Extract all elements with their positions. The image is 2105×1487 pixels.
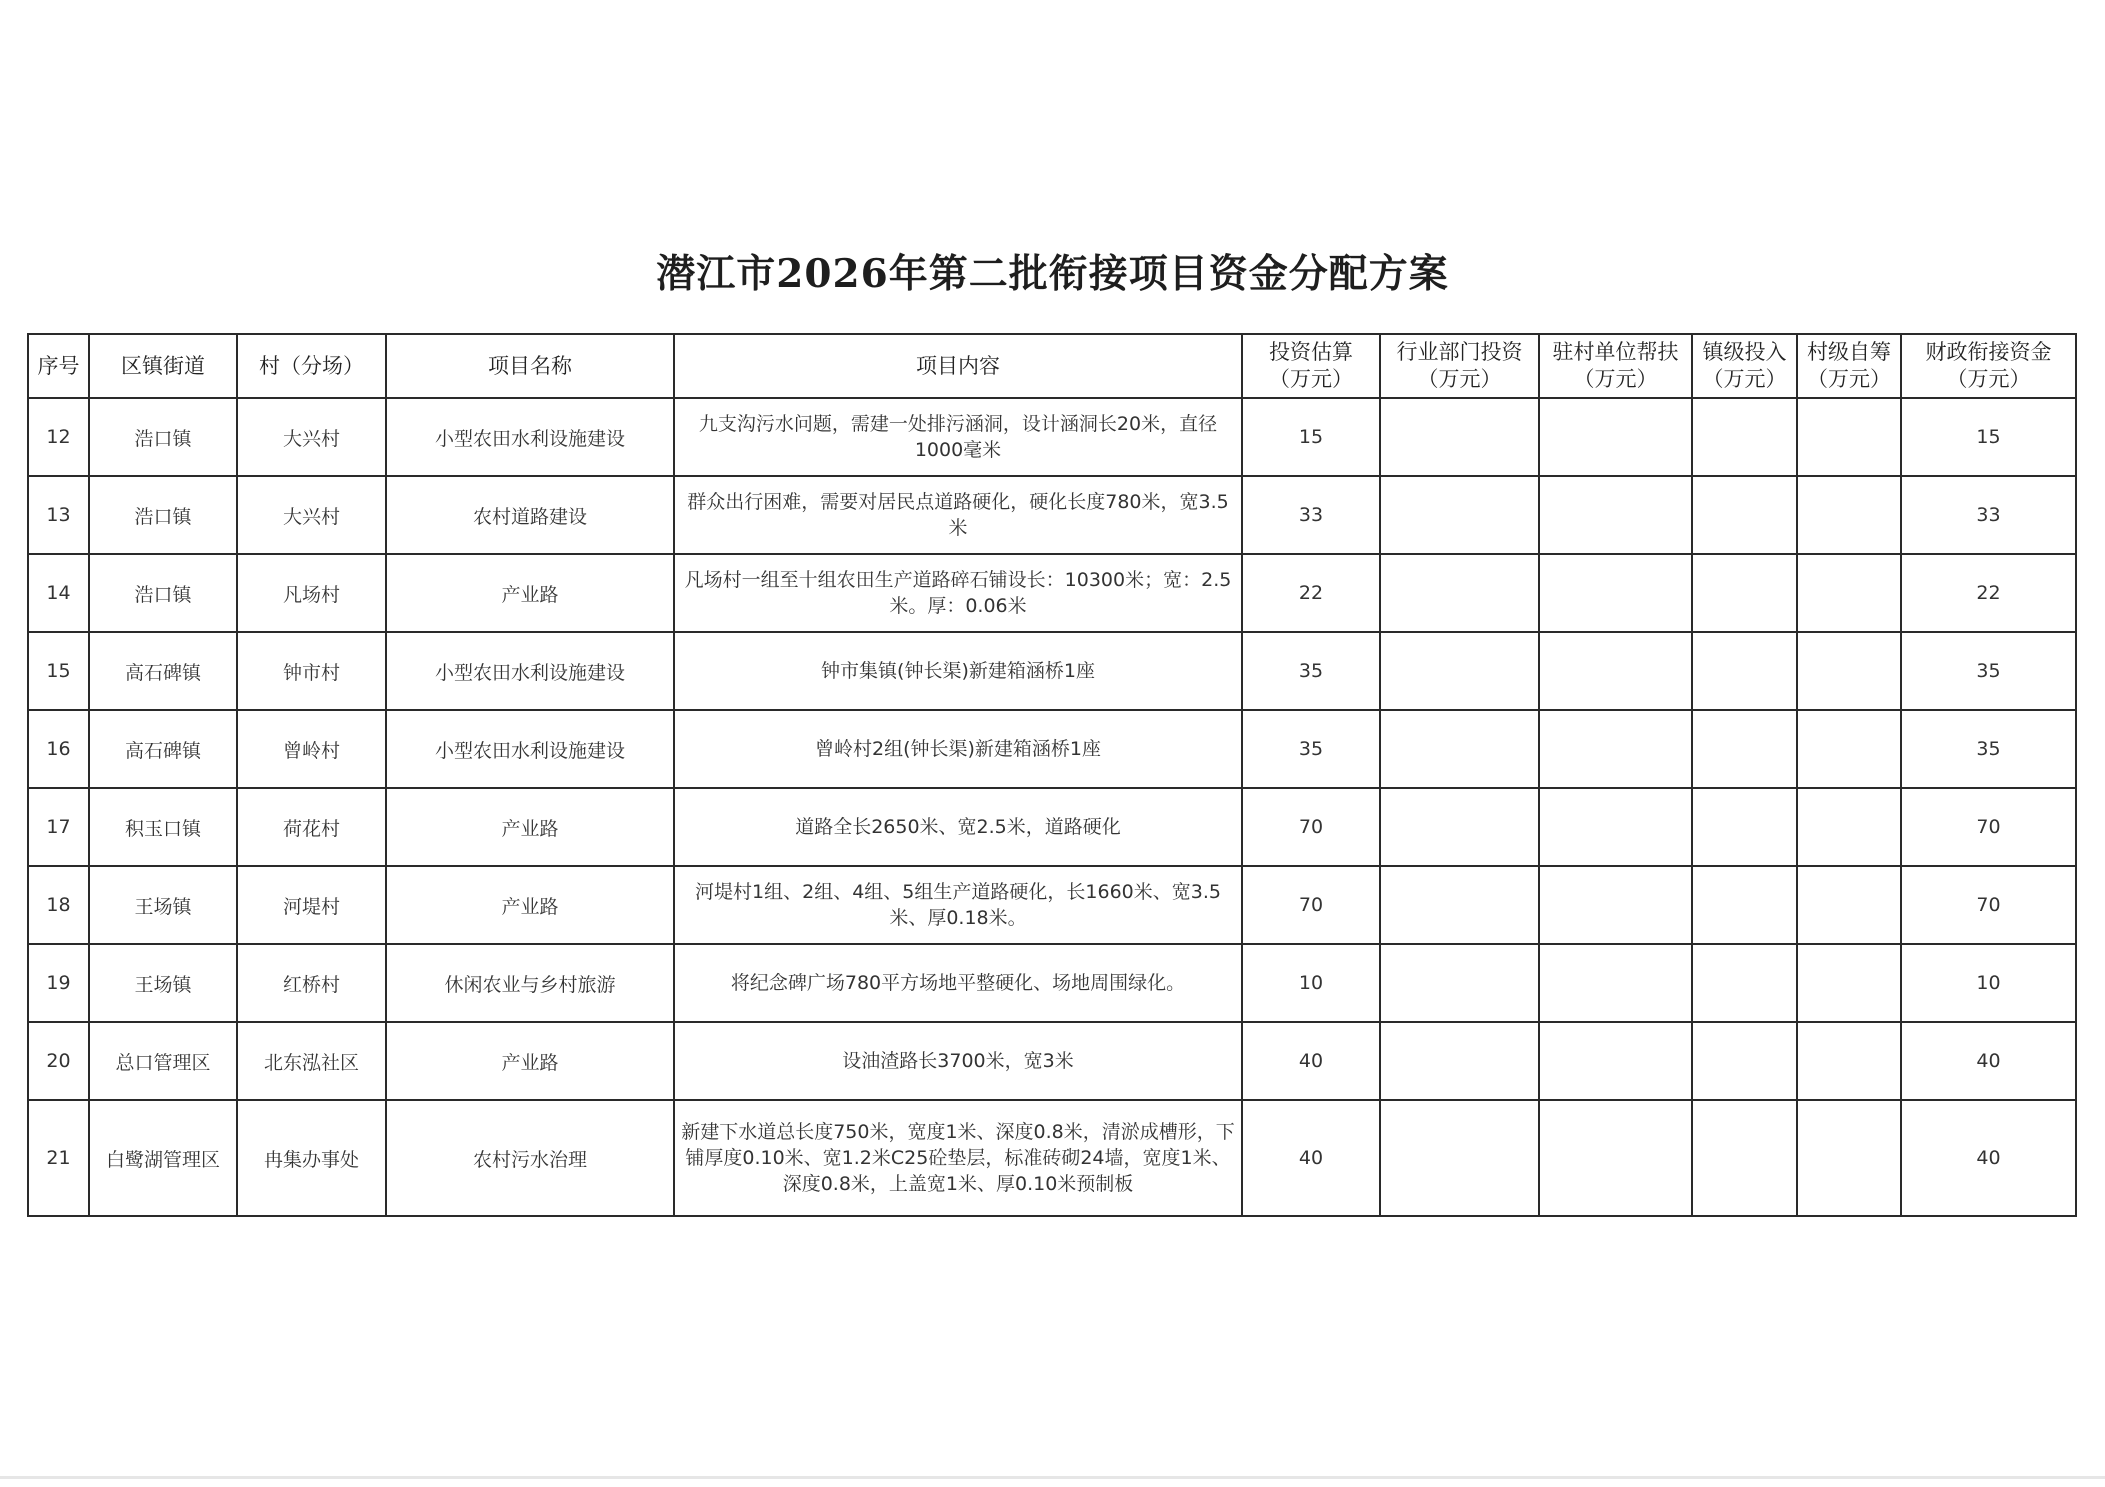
cell-resident-unit xyxy=(1539,944,1692,1022)
page-bottom-divider xyxy=(0,1476,2105,1479)
header-village-self-unit: （万元） xyxy=(1807,367,1891,391)
cell-town-level xyxy=(1692,710,1797,788)
cell-village-self xyxy=(1797,710,1901,788)
cell-fiscal: 40 xyxy=(1901,1022,2076,1100)
cell-project-name: 产业路 xyxy=(386,554,674,632)
cell-village: 红桥村 xyxy=(237,944,386,1022)
table-row xyxy=(28,944,2076,1022)
header-town-level-label: 镇级投入 xyxy=(1702,340,1787,364)
cell-investment: 70 xyxy=(1242,866,1380,944)
header-village-self xyxy=(1797,334,1901,398)
cell-industry xyxy=(1380,476,1539,554)
cell-industry xyxy=(1380,554,1539,632)
cell-town-level xyxy=(1692,476,1797,554)
cell-investment: 70 xyxy=(1242,788,1380,866)
cell-investment: 15 xyxy=(1242,398,1380,476)
cell-fiscal: 22 xyxy=(1901,554,2076,632)
cell-investment: 35 xyxy=(1242,710,1380,788)
cell-index: 14 xyxy=(28,554,89,632)
cell-investment: 40 xyxy=(1242,1100,1380,1216)
header-village: 村（分场） xyxy=(237,334,386,398)
cell-town-level xyxy=(1692,398,1797,476)
header-town-level-unit: （万元） xyxy=(1702,367,1787,391)
cell-town: 浩口镇 xyxy=(89,476,237,554)
cell-village: 冉集办事处 xyxy=(237,1100,386,1216)
cell-fiscal: 40 xyxy=(1901,1100,2076,1216)
cell-index: 16 xyxy=(28,710,89,788)
header-resident-unit-unit: （万元） xyxy=(1573,367,1658,391)
header-fiscal-label: 财政衔接资金 xyxy=(1925,340,2052,364)
cell-index: 20 xyxy=(28,1022,89,1100)
cell-village: 大兴村 xyxy=(237,398,386,476)
header-investment-label: 投资估算 xyxy=(1269,340,1353,364)
cell-village-self xyxy=(1797,632,1901,710)
cell-village-self xyxy=(1797,1022,1901,1100)
header-industry-label: 行业部门投资 xyxy=(1396,340,1523,364)
header-village-self-label: 村级自筹 xyxy=(1807,340,1891,364)
cell-investment: 35 xyxy=(1242,632,1380,710)
cell-village-self xyxy=(1797,554,1901,632)
table-row xyxy=(28,398,2076,476)
cell-resident-unit xyxy=(1539,710,1692,788)
cell-fiscal: 35 xyxy=(1901,710,2076,788)
cell-content: 群众出行困难，需要对居民点道路硬化，硬化长度780米，宽3.5米 xyxy=(674,476,1242,554)
cell-resident-unit xyxy=(1539,476,1692,554)
cell-village: 大兴村 xyxy=(237,476,386,554)
table-row xyxy=(28,1100,2076,1216)
cell-industry xyxy=(1380,1022,1539,1100)
cell-industry xyxy=(1380,398,1539,476)
cell-town-level xyxy=(1692,554,1797,632)
cell-town-level xyxy=(1692,1100,1797,1216)
cell-resident-unit xyxy=(1539,1022,1692,1100)
cell-content: 新建下水道总长度750米，宽度1米、深度0.8米，清淤成槽形，下铺厚度0.10米、宽1.2米C25砼垫层，标准砖砌24墙，宽度1米、深度0.8米，上盖宽1米、厚0.10米预制板 xyxy=(674,1100,1242,1216)
cell-content: 设油渣路长3700米，宽3米 xyxy=(674,1022,1242,1100)
cell-town: 王场镇 xyxy=(89,944,237,1022)
cell-investment: 33 xyxy=(1242,476,1380,554)
cell-index: 21 xyxy=(28,1100,89,1216)
cell-village-self xyxy=(1797,1100,1901,1216)
cell-village-self xyxy=(1797,476,1901,554)
cell-investment: 40 xyxy=(1242,1022,1380,1100)
cell-index: 17 xyxy=(28,788,89,866)
header-investment-unit: （万元） xyxy=(1269,367,1353,391)
cell-town-level xyxy=(1692,1022,1797,1100)
cell-index: 18 xyxy=(28,866,89,944)
allocation-table xyxy=(27,333,2077,1217)
cell-content: 河堤村1组、2组、4组、5组生产道路硬化，长1660米、宽3.5米、厚0.18米。 xyxy=(674,866,1242,944)
cell-index: 13 xyxy=(28,476,89,554)
cell-investment: 22 xyxy=(1242,554,1380,632)
cell-town: 积玉口镇 xyxy=(89,788,237,866)
cell-project-name: 小型农田水利设施建设 xyxy=(386,710,674,788)
header-town: 区镇街道 xyxy=(89,334,237,398)
cell-town: 高石碑镇 xyxy=(89,710,237,788)
table-row xyxy=(28,710,2076,788)
cell-index: 19 xyxy=(28,944,89,1022)
cell-fiscal: 70 xyxy=(1901,788,2076,866)
cell-investment: 10 xyxy=(1242,944,1380,1022)
cell-town-level xyxy=(1692,944,1797,1022)
cell-fiscal: 33 xyxy=(1901,476,2076,554)
cell-industry xyxy=(1380,632,1539,710)
cell-project-name: 产业路 xyxy=(386,788,674,866)
cell-index: 12 xyxy=(28,398,89,476)
header-resident-unit-label: 驻村单位帮扶 xyxy=(1552,340,1679,364)
table-header-row xyxy=(28,334,2076,398)
cell-project-name: 产业路 xyxy=(386,1022,674,1100)
cell-content: 将纪念碑广场780平方场地平整硬化、场地周围绿化。 xyxy=(674,944,1242,1022)
header-investment xyxy=(1242,334,1380,398)
cell-village: 曾岭村 xyxy=(237,710,386,788)
table-row xyxy=(28,1022,2076,1100)
table-row xyxy=(28,866,2076,944)
cell-index: 15 xyxy=(28,632,89,710)
header-project-name: 项目名称 xyxy=(386,334,674,398)
header-fiscal-unit: （万元） xyxy=(1946,367,2031,391)
table-row xyxy=(28,476,2076,554)
cell-industry xyxy=(1380,710,1539,788)
cell-resident-unit xyxy=(1539,398,1692,476)
cell-resident-unit xyxy=(1539,866,1692,944)
cell-fiscal: 10 xyxy=(1901,944,2076,1022)
cell-industry xyxy=(1380,944,1539,1022)
header-industry-unit: （万元） xyxy=(1417,367,1502,391)
cell-village-self xyxy=(1797,398,1901,476)
cell-project-name: 农村污水治理 xyxy=(386,1100,674,1216)
cell-town: 总口管理区 xyxy=(89,1022,237,1100)
cell-town: 浩口镇 xyxy=(89,398,237,476)
cell-village: 钟市村 xyxy=(237,632,386,710)
cell-village: 荷花村 xyxy=(237,788,386,866)
cell-project-name: 小型农田水利设施建设 xyxy=(386,398,674,476)
table-row xyxy=(28,632,2076,710)
table-row xyxy=(28,554,2076,632)
cell-town-level xyxy=(1692,788,1797,866)
cell-content: 曾岭村2组(钟长渠)新建箱涵桥1座 xyxy=(674,710,1242,788)
cell-village-self xyxy=(1797,944,1901,1022)
cell-resident-unit xyxy=(1539,1100,1692,1216)
cell-village: 北东泓社区 xyxy=(237,1022,386,1100)
cell-village-self xyxy=(1797,866,1901,944)
cell-industry xyxy=(1380,788,1539,866)
cell-fiscal: 70 xyxy=(1901,866,2076,944)
cell-resident-unit xyxy=(1539,554,1692,632)
header-industry xyxy=(1380,334,1539,398)
cell-content: 道路全长2650米、宽2.5米，道路硬化 xyxy=(674,788,1242,866)
cell-industry xyxy=(1380,866,1539,944)
cell-resident-unit xyxy=(1539,632,1692,710)
cell-content: 九支沟污水问题，需建一处排污涵洞，设计涵洞长20米，直径1000毫米 xyxy=(674,398,1242,476)
header-resident-unit xyxy=(1539,334,1692,398)
cell-resident-unit xyxy=(1539,788,1692,866)
cell-town-level xyxy=(1692,866,1797,944)
cell-town: 王场镇 xyxy=(89,866,237,944)
cell-village: 河堤村 xyxy=(237,866,386,944)
cell-industry xyxy=(1380,1100,1539,1216)
header-fiscal xyxy=(1901,334,2076,398)
cell-town: 浩口镇 xyxy=(89,554,237,632)
document-title: 潜江市2026年第二批衔接项目资金分配方案 xyxy=(656,251,1449,297)
cell-project-name: 小型农田水利设施建设 xyxy=(386,632,674,710)
cell-town-level xyxy=(1692,632,1797,710)
cell-town: 白鹭湖管理区 xyxy=(89,1100,237,1216)
cell-village: 凡场村 xyxy=(237,554,386,632)
header-content: 项目内容 xyxy=(674,334,1242,398)
cell-town: 高石碑镇 xyxy=(89,632,237,710)
cell-project-name: 休闲农业与乡村旅游 xyxy=(386,944,674,1022)
cell-project-name: 农村道路建设 xyxy=(386,476,674,554)
cell-fiscal: 15 xyxy=(1901,398,2076,476)
header-index: 序号 xyxy=(28,334,89,398)
table-row xyxy=(28,788,2076,866)
cell-project-name: 产业路 xyxy=(386,866,674,944)
cell-fiscal: 35 xyxy=(1901,632,2076,710)
header-town-level xyxy=(1692,334,1797,398)
cell-content: 钟市集镇(钟长渠)新建箱涵桥1座 xyxy=(674,632,1242,710)
cell-village-self xyxy=(1797,788,1901,866)
cell-content: 凡场村一组至十组农田生产道路碎石铺设长：10300米；宽：2.5米。厚：0.06米 xyxy=(674,554,1242,632)
